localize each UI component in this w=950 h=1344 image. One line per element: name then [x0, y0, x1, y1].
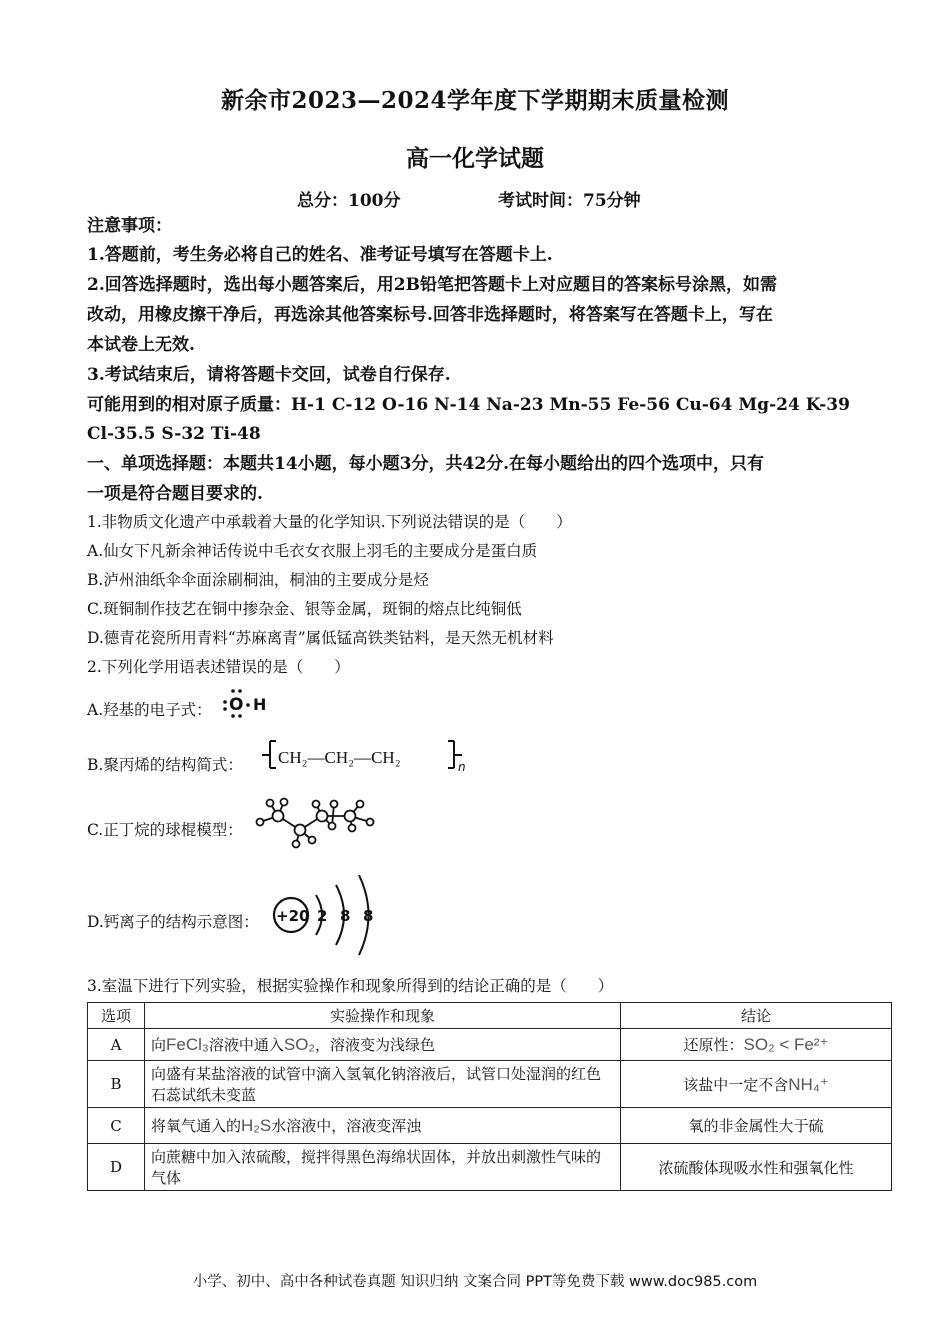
row-operation: 向蔗糖中加入浓硫酸，搅拌得黑色海绵状固体，并放出刺激性气味的气体 — [145, 1144, 621, 1191]
row-conclusion: 浓硫酸体现吸水性和强氧化性 — [621, 1144, 892, 1191]
hydrogen-symbol: H — [253, 695, 267, 714]
row-option: A — [88, 1029, 145, 1061]
row-operation — [145, 1029, 621, 1061]
q3-experiment-table — [87, 1002, 892, 1191]
q1-option-b: B.泸州油纸伞伞面涂刷桐油，桐油的主要成分是烃 — [87, 571, 429, 589]
chem-formula: NH₄⁺ — [788, 1074, 829, 1094]
polypropylene-formula — [252, 736, 484, 774]
svg-text:O: O — [229, 695, 244, 715]
header-option: 选项 — [88, 1003, 145, 1029]
notice-line: 3.考试结束后，请将答题卡交回，试卷自行保存. — [87, 365, 451, 385]
shell-1-electrons: 2 — [317, 907, 328, 925]
exam-subtitle: 高一化学试题 — [406, 145, 544, 172]
polypropylene-chain: CH₂—CH₂—CH₂ — [278, 748, 401, 767]
q2-option-c: C.正丁烷的球棍模型： — [87, 821, 243, 839]
q1-option-c: C.斑铜制作技艺在铜中掺杂金、银等金属，斑铜的熔点比纯铜低 — [87, 600, 522, 618]
exam-time: 考试时间：75分钟 — [498, 191, 641, 211]
calcium-ion-structure-diagram — [270, 872, 385, 958]
row-option: C — [88, 1108, 145, 1144]
row-conclusion — [621, 1029, 892, 1061]
row-option: D — [88, 1144, 145, 1191]
chem-formula: SO₂ < Fe²⁺ — [743, 1035, 829, 1054]
nucleus-charge: +20 — [276, 907, 310, 925]
table-row — [88, 1144, 892, 1191]
section-heading: 一项是符合题目要求的. — [87, 484, 263, 504]
chem-formula: FeCl₃ — [166, 1035, 209, 1054]
q2-stem: 2.下列化学用语表述错误的是（ ） — [87, 658, 350, 676]
notice-heading: 注意事项： — [87, 216, 172, 236]
notice-line: 2.回答选择题时，选出每小题答案后，用2B铅笔把答题卡上对应题目的答案标号涂黑，如需 — [87, 275, 777, 295]
q1-stem: 1.非物质文化遗产中承载着大量的化学知识.下列说法错误的是（ ） — [87, 513, 572, 531]
q1-option-a: A.仙女下凡新余神话传说中毛衣女衣服上羽毛的主要成分是蛋白质 — [87, 542, 538, 560]
total-score: 总分：100分 — [297, 191, 401, 211]
chem-formula: H₂S — [241, 1116, 272, 1135]
chem-formula: SO₂ — [283, 1035, 316, 1054]
text-fragment: 该盐中一定不含 — [683, 1075, 789, 1094]
notice-line: 本试卷上无效. — [87, 335, 195, 355]
header-operation: 实验操作和现象 — [145, 1003, 621, 1029]
row-operation — [145, 1108, 621, 1144]
row-conclusion — [621, 1061, 892, 1108]
notice-line: 改动，用橡皮擦干净后，再选涂其他答案标号.回答非选择题时，将答案写在答题卡上，写在 — [87, 305, 773, 325]
notice-line: 1.答题前，考生务必将自己的姓名、准考证号填写在答题卡上. — [87, 245, 553, 265]
table-row — [88, 1108, 892, 1144]
butane-ball-stick-model — [250, 794, 385, 852]
text-fragment: 溶液中通入 — [208, 1036, 284, 1054]
text-fragment: 向 — [151, 1036, 167, 1054]
text-fragment: 将氧气通入的 — [151, 1117, 242, 1135]
table-header-row — [88, 1003, 892, 1029]
hydroxyl-electron-formula — [220, 684, 278, 720]
q2-option-a: A.羟基的电子式： — [87, 701, 212, 719]
row-conclusion: 氧的非金属性大于硫 — [621, 1108, 892, 1144]
atomic-mass-line: Cl-35.5 S-32 Ti-48 — [87, 424, 261, 444]
table-row — [88, 1061, 892, 1108]
q2-option-d: D.钙离子的结构示意图： — [87, 913, 259, 931]
header-conclusion: 结论 — [621, 1003, 892, 1029]
repeat-n-label: n — [458, 760, 466, 774]
exam-title: 新余市2023—2024学年度下学期期末质量检测 — [220, 87, 730, 114]
row-option: B — [88, 1061, 145, 1108]
page-footer: 小学、初中、高中各种试卷真题 知识归纳 文案合同 PPT等免费下载 www.doc985.com — [192, 1274, 758, 1290]
shell-2-electrons: 8 — [340, 907, 351, 925]
q3-stem: 3.室温下进行下列实验，根据实验操作和现象所得到的结论正确的是（ ） — [87, 977, 614, 995]
text-fragment: 还原性： — [683, 1036, 744, 1054]
table-row — [88, 1029, 892, 1061]
atomic-mass-line: 可能用到的相对原子质量：H-1 C-12 O-16 N-14 Na-23 Mn-55 Fe-56 Cu-64 Mg-24 K-39 — [87, 395, 850, 415]
text-fragment: 水溶液中，溶液变浑浊 — [271, 1117, 422, 1135]
q2-option-b: B.聚丙烯的结构简式： — [87, 756, 243, 774]
q1-option-d: D.德青花瓷所用青料“苏麻离青”属低锰高铁类钴料，是天然无机材料 — [87, 629, 554, 647]
section-heading: 一、单项选择题：本题共14小题，每小题3分，共42分.在每小题给出的四个选项中，只有 — [87, 454, 765, 474]
row-operation: 向盛有某盐溶液的试管中滴入氢氧化钠溶液后，试管口处湿润的红色石蕊试纸未变蓝 — [145, 1061, 621, 1108]
shell-3-electrons: 8 — [363, 907, 374, 925]
text-fragment: ，溶液变为浅绿色 — [315, 1036, 436, 1054]
